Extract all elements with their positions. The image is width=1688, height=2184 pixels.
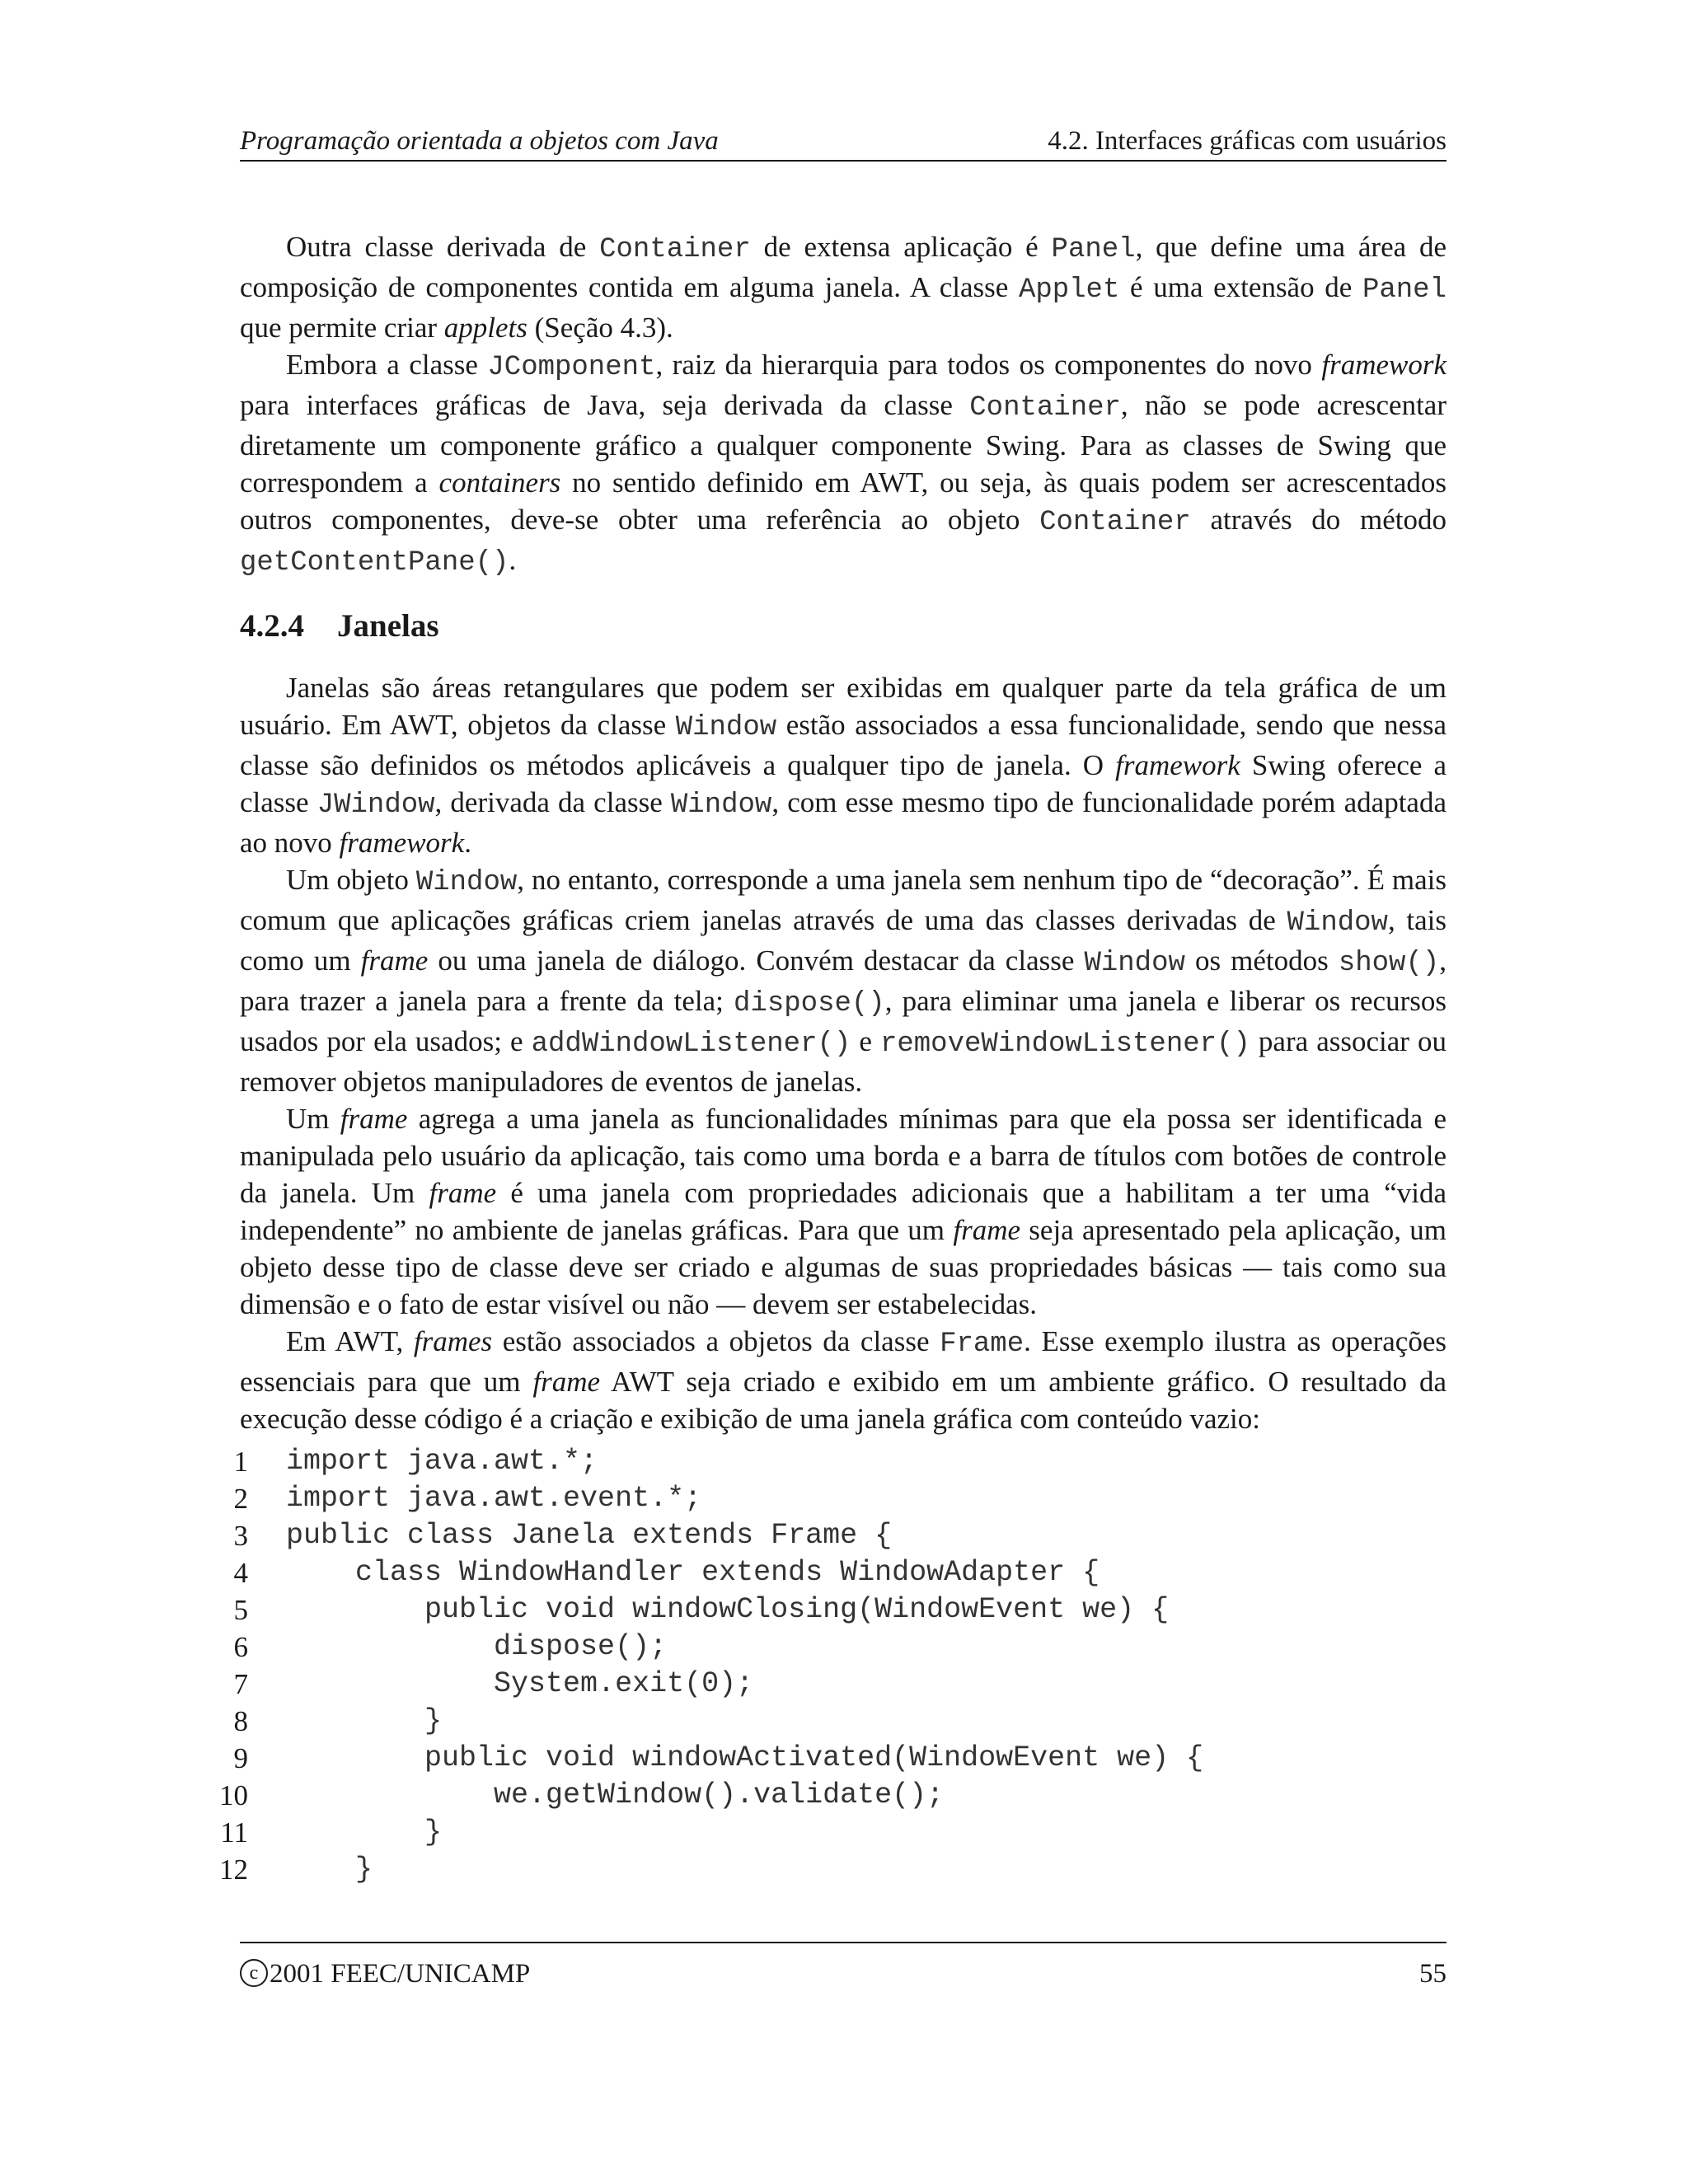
code-line (207, 1851, 1447, 1888)
code-term: Applet (1018, 274, 1120, 306)
code-text: } (286, 1816, 443, 1849)
line-number: 11 (220, 1816, 248, 1849)
code-text: public void windowClosing(WindowEvent we) { (286, 1593, 1170, 1626)
paragraph: Em AWT, frames estão associados a objetos da classe Frame. Esse exemplo ilustra as operações essenciais para que um frame AWT seja criado e exibido em um ambiente gráfico. O resultado da execução desse código é a criação e exibição de uma janela gráfica com conteúdo vazio: (240, 1325, 1447, 1435)
code-line (207, 1777, 1447, 1814)
code-text: public class Janela extends Frame { (286, 1519, 893, 1552)
footer-copyright-text: 2001 FEEC/UNICAMP (270, 1959, 531, 1989)
paragraph: Janelas são áreas retangulares que podem ser exibidas em qualquer parte da tela gráfica de um usuário. Em AWT, objetos da classe Window estão associados a essa funcionalidade, sendo que nessa classe são definidos os métodos aplicáveis a qualquer tipo de janela. O framework Swing oferece a classe JWindow, derivada da classe Window, com esse mesmo tipo de funcionalidade porém adaptada ao novo framework. (240, 672, 1447, 859)
code-listing (207, 1443, 1447, 1888)
line-number: 2 (233, 1483, 248, 1515)
code-term: addWindowListener() (531, 1029, 851, 1060)
emphasis: applets (443, 312, 528, 344)
code-term: Window (1287, 907, 1388, 939)
code-text: class WindowHandler extends WindowAdapter { (286, 1556, 1100, 1589)
code-term: getContentPane() (240, 547, 509, 579)
line-number: 8 (233, 1705, 248, 1737)
paragraph: Um objeto Window, no entanto, corresponde a uma janela sem nenhum tipo de “decoração”. É mais comum que aplicações gráficas criem janelas através de uma das classes derivadas de Window, tais como um frame ou uma janela de diálogo. Convém destacar da classe Window os métodos show(), para trazer a janela para a frente da tela; dispose(), para eliminar uma janela e liberar os recursos usados por ela usados; e addWindowListener() e removeWindowListener() para associar ou remover objetos manipuladores de eventos de janelas. (240, 864, 1447, 1098)
code-text: we.getWindow().validate(); (286, 1779, 945, 1811)
section-heading (240, 606, 439, 647)
code-term: JWindow (316, 790, 435, 821)
section-number: 4.2.4 (240, 608, 304, 644)
emphasis: framework (1115, 749, 1240, 781)
code-line (207, 1703, 1447, 1740)
code-line (207, 1814, 1447, 1851)
code-line (207, 1517, 1447, 1554)
code-text: } (286, 1704, 443, 1737)
code-text: } (286, 1853, 373, 1886)
emphasis: frames (413, 1325, 493, 1357)
emphasis: containers (438, 466, 561, 499)
running-footer (240, 1942, 1447, 1989)
line-number: 12 (219, 1854, 248, 1886)
janelas-text (240, 669, 1447, 1437)
line-number: 10 (219, 1779, 248, 1811)
code-text: public void windowActivated(WindowEvent we) { (286, 1741, 1204, 1774)
line-number: 4 (233, 1557, 248, 1589)
code-text: dispose(); (286, 1630, 668, 1663)
copyright-icon: c (240, 1959, 268, 1987)
code-term: Window (415, 867, 518, 898)
emphasis: frame (360, 944, 429, 977)
page (219, 0, 1447, 2184)
header-section-title: 4.2. Interfaces gráficas com usuários (1048, 126, 1447, 156)
code-term: Panel (1362, 274, 1447, 306)
code-text: import java.awt.*; (286, 1445, 598, 1478)
code-term: dispose() (734, 988, 885, 1019)
line-number: 1 (233, 1446, 248, 1478)
line-number: 5 (233, 1594, 248, 1626)
code-term: show() (1338, 948, 1440, 979)
page-number: 55 (1419, 1959, 1447, 1989)
running-header (240, 122, 1447, 162)
code-term: Window (670, 790, 772, 821)
emphasis: frame (532, 1366, 601, 1398)
code-line (207, 1666, 1447, 1703)
emphasis: frame (953, 1214, 1020, 1246)
intro-text (240, 228, 1447, 582)
emphasis: frame (340, 1103, 408, 1135)
paragraph: Embora a classe JComponent, raiz da hierarquia para todos os componentes do novo framework para interfaces gráficas de Java, seja derivada da classe Container, não se pode acrescentar diretamente um componente gráfico a qualquer componente Swing. Para as classes de Swing que correspondem a containers no sentido definido em AWT, ou seja, às quais podem ser acrescentados outros componentes, deve-se obter uma referência ao objeto Container através do método getContentPane(). (240, 349, 1447, 579)
code-term: Frame (940, 1329, 1025, 1360)
emphasis: frame (429, 1177, 497, 1209)
line-number: 6 (233, 1631, 248, 1663)
paragraph: Um frame agrega a uma janela as funcionalidades mínimas para que ela possa ser identificada e manipulada pelo usuário da aplicação, tais como uma borda e a barra de títulos com botões de controle da janela. Um frame é uma janela com propriedades adicionais que a habilitam a ter uma “vida independente” no ambiente de janelas gráficas. Para que um frame seja apresentado pela aplicação, um objeto desse tipo de classe deve ser criado e algumas de suas propriedades básicas — tais como sua dimensão e o fato de estar visível ou não — devem ser estabelecidas. (240, 1103, 1447, 1320)
code-term: Window (675, 712, 777, 743)
emphasis: framework (1321, 349, 1447, 381)
code-text: System.exit(0); (286, 1667, 754, 1700)
line-number: 7 (233, 1668, 248, 1700)
code-term: Container (1039, 507, 1191, 538)
section-title: Janelas (337, 608, 439, 644)
code-text: import java.awt.event.*; (286, 1482, 702, 1515)
line-number: 3 (233, 1520, 248, 1552)
emphasis: framework (339, 827, 465, 859)
paragraph: Outra classe derivada de Container de extensa aplicação é Panel, que define uma área de composição de componentes contida em alguma janela. A classe Applet é uma extensão de Panel que permite criar applets (Seção 4.3). (240, 231, 1447, 344)
line-number: 9 (233, 1742, 248, 1774)
code-line (207, 1591, 1447, 1629)
code-term: Container (599, 234, 751, 265)
code-line (207, 1740, 1447, 1777)
footer-copyright (240, 1955, 530, 1993)
code-term: removeWindowListener() (879, 1029, 1250, 1060)
code-term: Window (1084, 948, 1185, 979)
code-line (207, 1443, 1447, 1480)
code-term: Container (969, 392, 1121, 424)
code-line (207, 1629, 1447, 1666)
code-term: JComponent (487, 352, 656, 383)
header-book-title: Programação orientada a objetos com Java (240, 126, 719, 156)
code-line (207, 1554, 1447, 1591)
code-line (207, 1480, 1447, 1517)
code-term: Panel (1051, 234, 1136, 265)
